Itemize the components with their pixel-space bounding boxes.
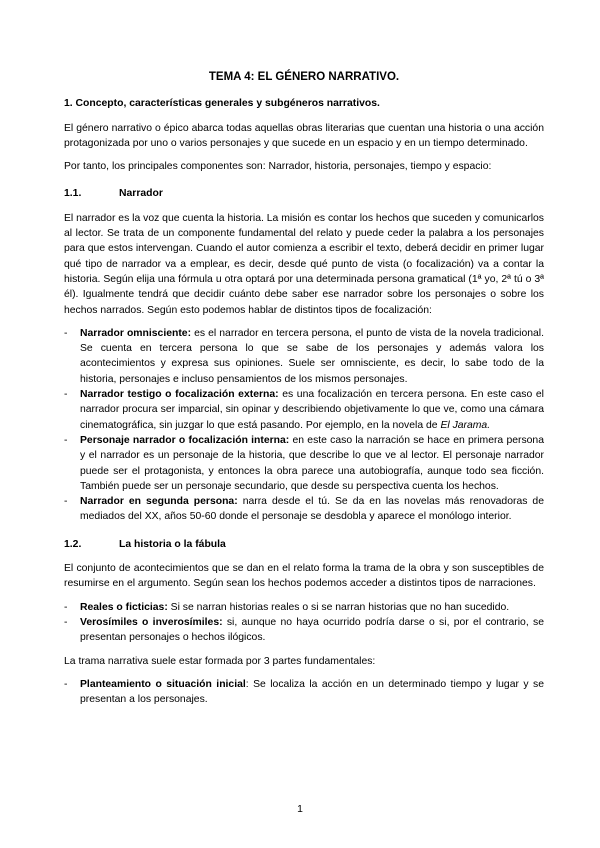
list-item-term: Verosímiles o inverosímiles:: [80, 616, 223, 628]
list-item-text: en este caso la narración se hace en primera persona y el narrador es un personaje de la historia, que describe lo que ve al lector. El personaje narrador puede ser el protagonista, y entonces la obra parece una autobiografía, aunque todo sea ficción. También puede ser un personaje secundario, que desde su perspectiva cuenta los hechos.: [80, 434, 544, 492]
list-item-text: narra desde el tú. Se da en las novelas más renovadoras de mediados del XX, años 50-60 donde el personaje se desdobla y aparece el monólogo interior.: [80, 496, 544, 523]
section-number: 1.2.: [64, 538, 82, 550]
list-item: [64, 387, 544, 433]
section-heading-1-2: [64, 537, 544, 552]
intro-paragraph-1: El género narrativo o épico abarca todas aquellas obras literarias que cuentan una historia o una acción protagonizada por uno o varios personajes y que sucede en un espacio y en un tiempo determinado.: [64, 122, 544, 149]
section-heading-1-1: [64, 186, 544, 201]
section-title: La historia o la fábula: [119, 538, 226, 550]
list-item-text: es el narrador en tercera persona, el punto de vista de la novela tradicional. Se cuenta en tercera persona lo que se sabe de los personajes y además valora los acontecimientos y expresa sus opiniones. Suele ser omnisciente, es decir, lo sabe todo de la historia, personajes e incluso pensamientos de los mismos personajes.: [80, 327, 544, 385]
list-item-text: Si se narran historias reales o si se narran historias que no han sucedido.: [167, 601, 510, 613]
list-item-text: si, aunque no haya ocurrido podría darse o si, por el contrario, se presentan personajes o hechos ilógicos.: [80, 616, 544, 644]
intro-paragraph-2: Por tanto, los principales componentes son: Narrador, historia, personajes, tiempo y espacio:: [64, 161, 492, 173]
list-item-italic: El Jarama.: [440, 419, 491, 431]
list-item: [64, 677, 544, 708]
document-page: [64, 70, 544, 715]
list-item-term: Personaje narrador o focalización interna:: [80, 434, 290, 446]
section-title: Narrador: [119, 188, 163, 200]
section-number: 1.1.: [64, 188, 82, 200]
list-item: [64, 600, 544, 615]
narrador-paragraph: El narrador es la voz que cuenta la historia. La misión es contar los hechos que suceden y comunicarlos al lector. Se trata de un componente fundamental del relato y puede ceder la palabra a los personajes para que estos intervengan. Cuando el autor comienza a escribir el texto, deberá decidir en primer lugar qué tipo de narrador va a emplear, es decir, desde qué punto de vista (o focalización) va a contar la historia. Según elija una fórmula u otra optará por una determinada persona gramatical (1ª yo, 2ª tú o 3ª él). Igualmente tendrá que decidir cuánto debe saber ese narrador sobre los personajes o sobre los hechos narrados. Según esto podemos hablar de distintos tipos de focalización:: [64, 212, 544, 316]
section-heading-1: 1. Concepto, características generales y subgéneros narrativos.: [64, 98, 380, 110]
list-item: [64, 494, 544, 525]
list-item-text: : Se localiza la acción en un determinado tiempo y lugar y se presentan a los personajes.: [80, 678, 544, 706]
narrador-list: [64, 326, 544, 525]
document-title: TEMA 4: EL GÉNERO NARRATIVO.: [208, 71, 400, 83]
list-item: [64, 433, 544, 494]
list-item: [64, 326, 544, 387]
page-number: 1: [297, 804, 303, 815]
list-item-term: Narrador omnisciente:: [80, 327, 192, 339]
list-item-text: es una focalización en tercera persona. En este caso el narrador procura ser imparcial, sin opinar y describiendo objetivamente lo que ve, como una cámara cinematográfica, sin juzgar lo que está pasando. Por ejemplo, en la novela de: [80, 389, 544, 431]
trama-paragraph: La trama narrativa suele estar formada por 3 partes fundamentales:: [64, 655, 376, 667]
list-item-term: Narrador testigo o focalización externa:: [80, 389, 279, 401]
list-item-term: Planteamiento o situación inicial: [80, 678, 246, 690]
list-item-term: Reales o ficticias:: [80, 601, 168, 613]
historia-list: [64, 600, 544, 646]
list-item: [64, 615, 544, 646]
trama-list: [64, 677, 544, 708]
historia-paragraph: El conjunto de acontecimientos que se dan en el relato forma la trama de la obra y son susceptibles de resumirse en el argumento. Según sean los hechos podemos acceder a distintos tipos de narraciones.: [64, 563, 544, 590]
list-item-term: Narrador en segunda persona:: [80, 496, 238, 508]
